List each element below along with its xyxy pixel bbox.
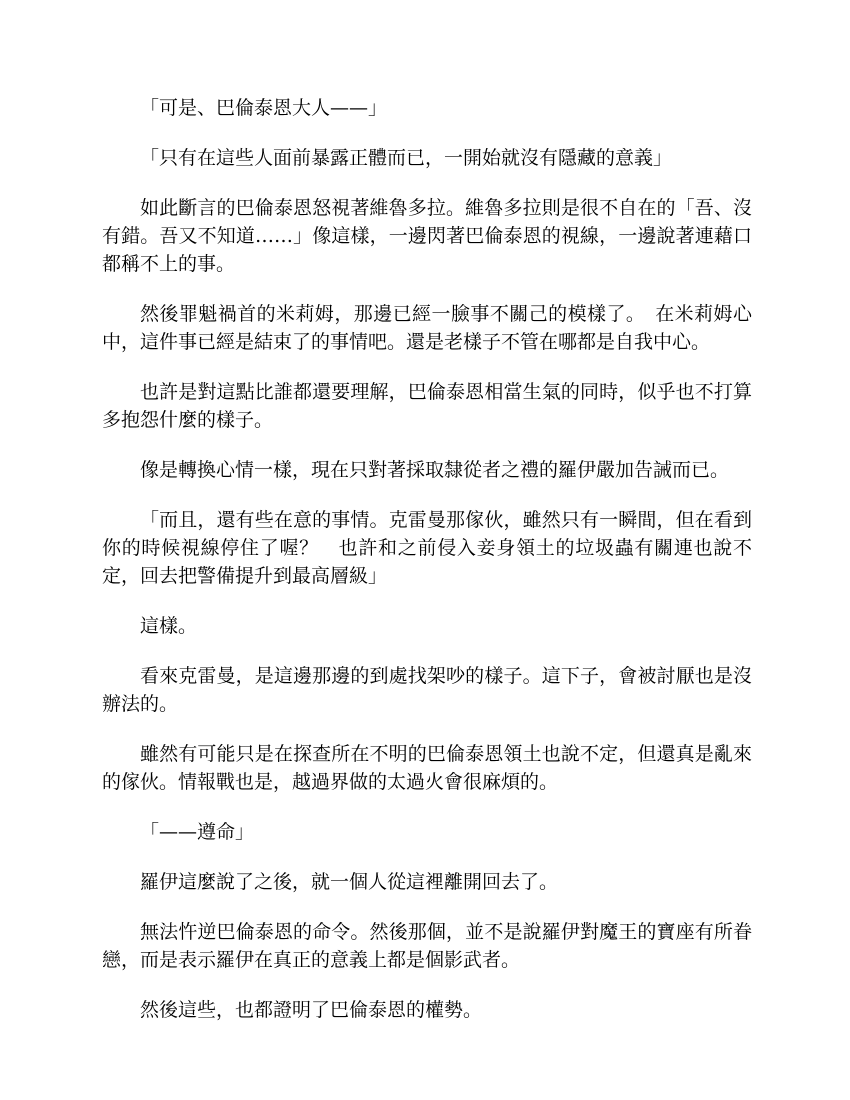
paragraph-13: 無法忤逆巴倫泰恩的命令。然後那個，並不是說羅伊對魔王的寶座有所眷戀，而是表示羅伊在真正的意義上都是個影武者。 bbox=[102, 921, 752, 971]
paragraph-4: 然後罪魁禍首的米莉姆，那邊已經一臉事不關己的模樣了。 在米莉姆心中，這件事已經是結束了的事情吧。還是老樣子不管在哪都是自我中心。 bbox=[102, 303, 752, 353]
paragraph-3: 如此斷言的巴倫泰恩怒視著維魯多拉。維魯多拉則是很不自在的「吾、沒有錯。吾又不知道……」像這樣，一邊閃著巴倫泰恩的視線，一邊說著連藉口都稱不上的事。 bbox=[102, 197, 752, 275]
paragraph-12: 羅伊這麼說了之後，就一個人從這裡離開回去了。 bbox=[140, 871, 559, 893]
paragraph-10: 雖然有可能只是在探查所在不明的巴倫泰恩領土也說不定，但還真是亂來的傢伙。情報戰也是，越過界做的太過火會很麻煩的。 bbox=[102, 743, 752, 793]
paragraph-5: 也許是對這點比誰都還要理解，巴倫泰恩相當生氣的同時，似乎也不打算多抱怨什麼的樣子。 bbox=[102, 381, 752, 431]
paragraph-14: 然後這些，也都證明了巴倫泰恩的權勢。 bbox=[140, 999, 483, 1021]
paragraph-7: 「而且，還有些在意的事情。克雷曼那傢伙，雖然只有一瞬間，但在看到你的時候視線停住了喔？ 也許和之前侵入妾身領土的垃圾蟲有關連也說不定，回去把警備提升到最高層級」 bbox=[102, 509, 752, 587]
paragraph-2: 「只有在這些人面前暴露正體而已，一開始就沒有隱藏的意義」 bbox=[140, 147, 673, 169]
paragraph-8: 這樣。 bbox=[140, 615, 198, 637]
paragraph-6: 像是轉換心情一樣，現在只對著採取隸從者之禮的羅伊嚴加告誡而已。 bbox=[140, 459, 730, 481]
paragraph-1: 「可是、巴倫泰恩大人——」 bbox=[140, 97, 388, 119]
body-text bbox=[102, 94, 752, 1046]
paragraph-11: 「——遵命」 bbox=[140, 821, 255, 843]
paragraph-9: 看來克雷曼，是這邊那邊的到處找架吵的樣子。這下子，會被討厭也是沒辦法的。 bbox=[102, 665, 752, 715]
